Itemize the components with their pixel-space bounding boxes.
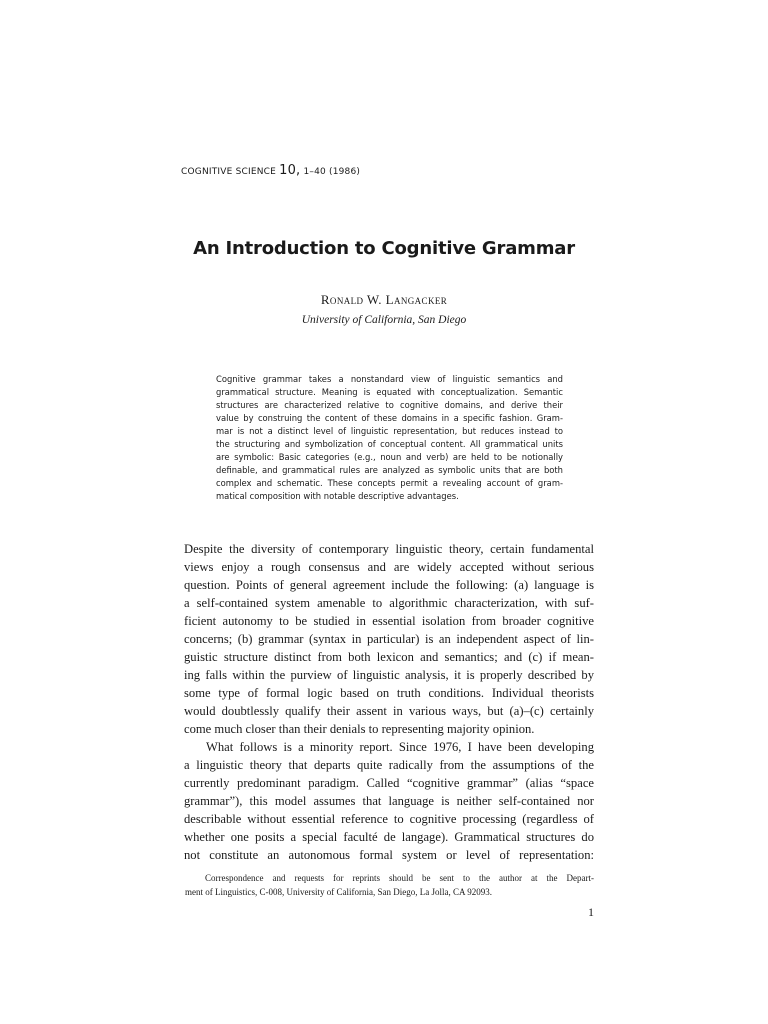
abstract-line: Cognitive grammar takes a nonstandard view of linguistic semantics and	[216, 374, 563, 384]
abstract-line: the structuring and symbolization of conceptual content. All grammatical units	[216, 439, 563, 449]
footnote-line: ment of Linguistics, C-008, University of California, San Diego, La Jolla, CA 92093.	[185, 887, 492, 897]
body-line: a self-contained system amenable to algorithmic characterization, with suf-	[184, 596, 594, 610]
abstract-line: definable, and grammatical rules are analyzed as symbolic units that are both	[216, 465, 563, 475]
body-line: some type of formal logic based on truth conditions. Individual theorists	[184, 686, 594, 700]
paper-title: An Introduction to Cognitive Grammar	[193, 238, 575, 259]
body-line: concerns; (b) grammar (syntax in particular) is an independent aspect of lin-	[184, 632, 594, 646]
author-affiliation: University of California, San Diego	[301, 314, 467, 326]
body-line: ing falls within the purview of linguistic analysis, it is properly described by	[184, 668, 594, 682]
body-line: Despite the diversity of contemporary linguistic theory, certain fundamental	[184, 542, 594, 556]
author-name: Ronald W. Langacker	[320, 292, 448, 307]
body-line: grammar”), this model assumes that language is neither self-contained nor	[184, 794, 594, 808]
body-line: views enjoy a rough consensus and are widely accepted without serious	[184, 560, 594, 574]
body-line: come much closer than their denials to representing majority opinion.	[184, 722, 535, 736]
abstract-line: matical composition with notable descriptive advantages.	[216, 491, 459, 501]
abstract-line: structures are characterized relative to cognitive domains, and derive their	[216, 400, 563, 410]
body-line: What follows is a minority report. Since 1976, I have been developing	[206, 740, 594, 754]
body-line: whether one posits a special faculté de langage). Grammatical structures do	[184, 830, 594, 844]
body-line: would doubtlessly qualify their assent in various ways, but (a)–(c) certainly	[184, 704, 594, 718]
journal-header	[181, 163, 360, 178]
page-number: 1	[588, 905, 594, 919]
body-line: currently predominant paradigm. Called “cognitive grammar” (alias “space	[184, 776, 594, 790]
journal-name: COGNITIVE SCIENCE	[181, 167, 277, 177]
journal-volume: 10,	[279, 163, 301, 178]
abstract-line: mar is not a distinct level of linguistic representation, but reduces instead to	[216, 426, 563, 436]
journal-pages-year: 1–40 (1986)	[303, 167, 361, 177]
body-line: a linguistic theory that departs quite radically from the assumptions of the	[184, 758, 594, 772]
body-line: guistic structure distinct from both lexicon and semantics; and (c) if mean-	[184, 650, 594, 664]
abstract-line: are symbolic: Basic categories (e.g., noun and verb) are held to be notionally	[216, 452, 563, 462]
body-line: not constitute an autonomous formal system or level of representation:	[184, 848, 594, 862]
abstract-line: grammatical structure. Meaning is equated with conceptualization. Semantic	[216, 387, 563, 397]
body-line: question. Points of general agreement include the following: (a) language is	[184, 578, 594, 592]
body-line: ficient autonomy to be studied in essential isolation from broader cognitive	[184, 614, 594, 628]
footnote-line: Correspondence and requests for reprints should be sent to the author at the Depart-	[205, 873, 594, 883]
abstract-line: value by construing the content of these domains in a specific fashion. Gram-	[216, 413, 563, 423]
abstract-line: complex and schematic. These concepts permit a revealing account of gram-	[216, 478, 563, 488]
body-line: describable without essential reference to cognitive processing (regardless of	[184, 812, 594, 826]
